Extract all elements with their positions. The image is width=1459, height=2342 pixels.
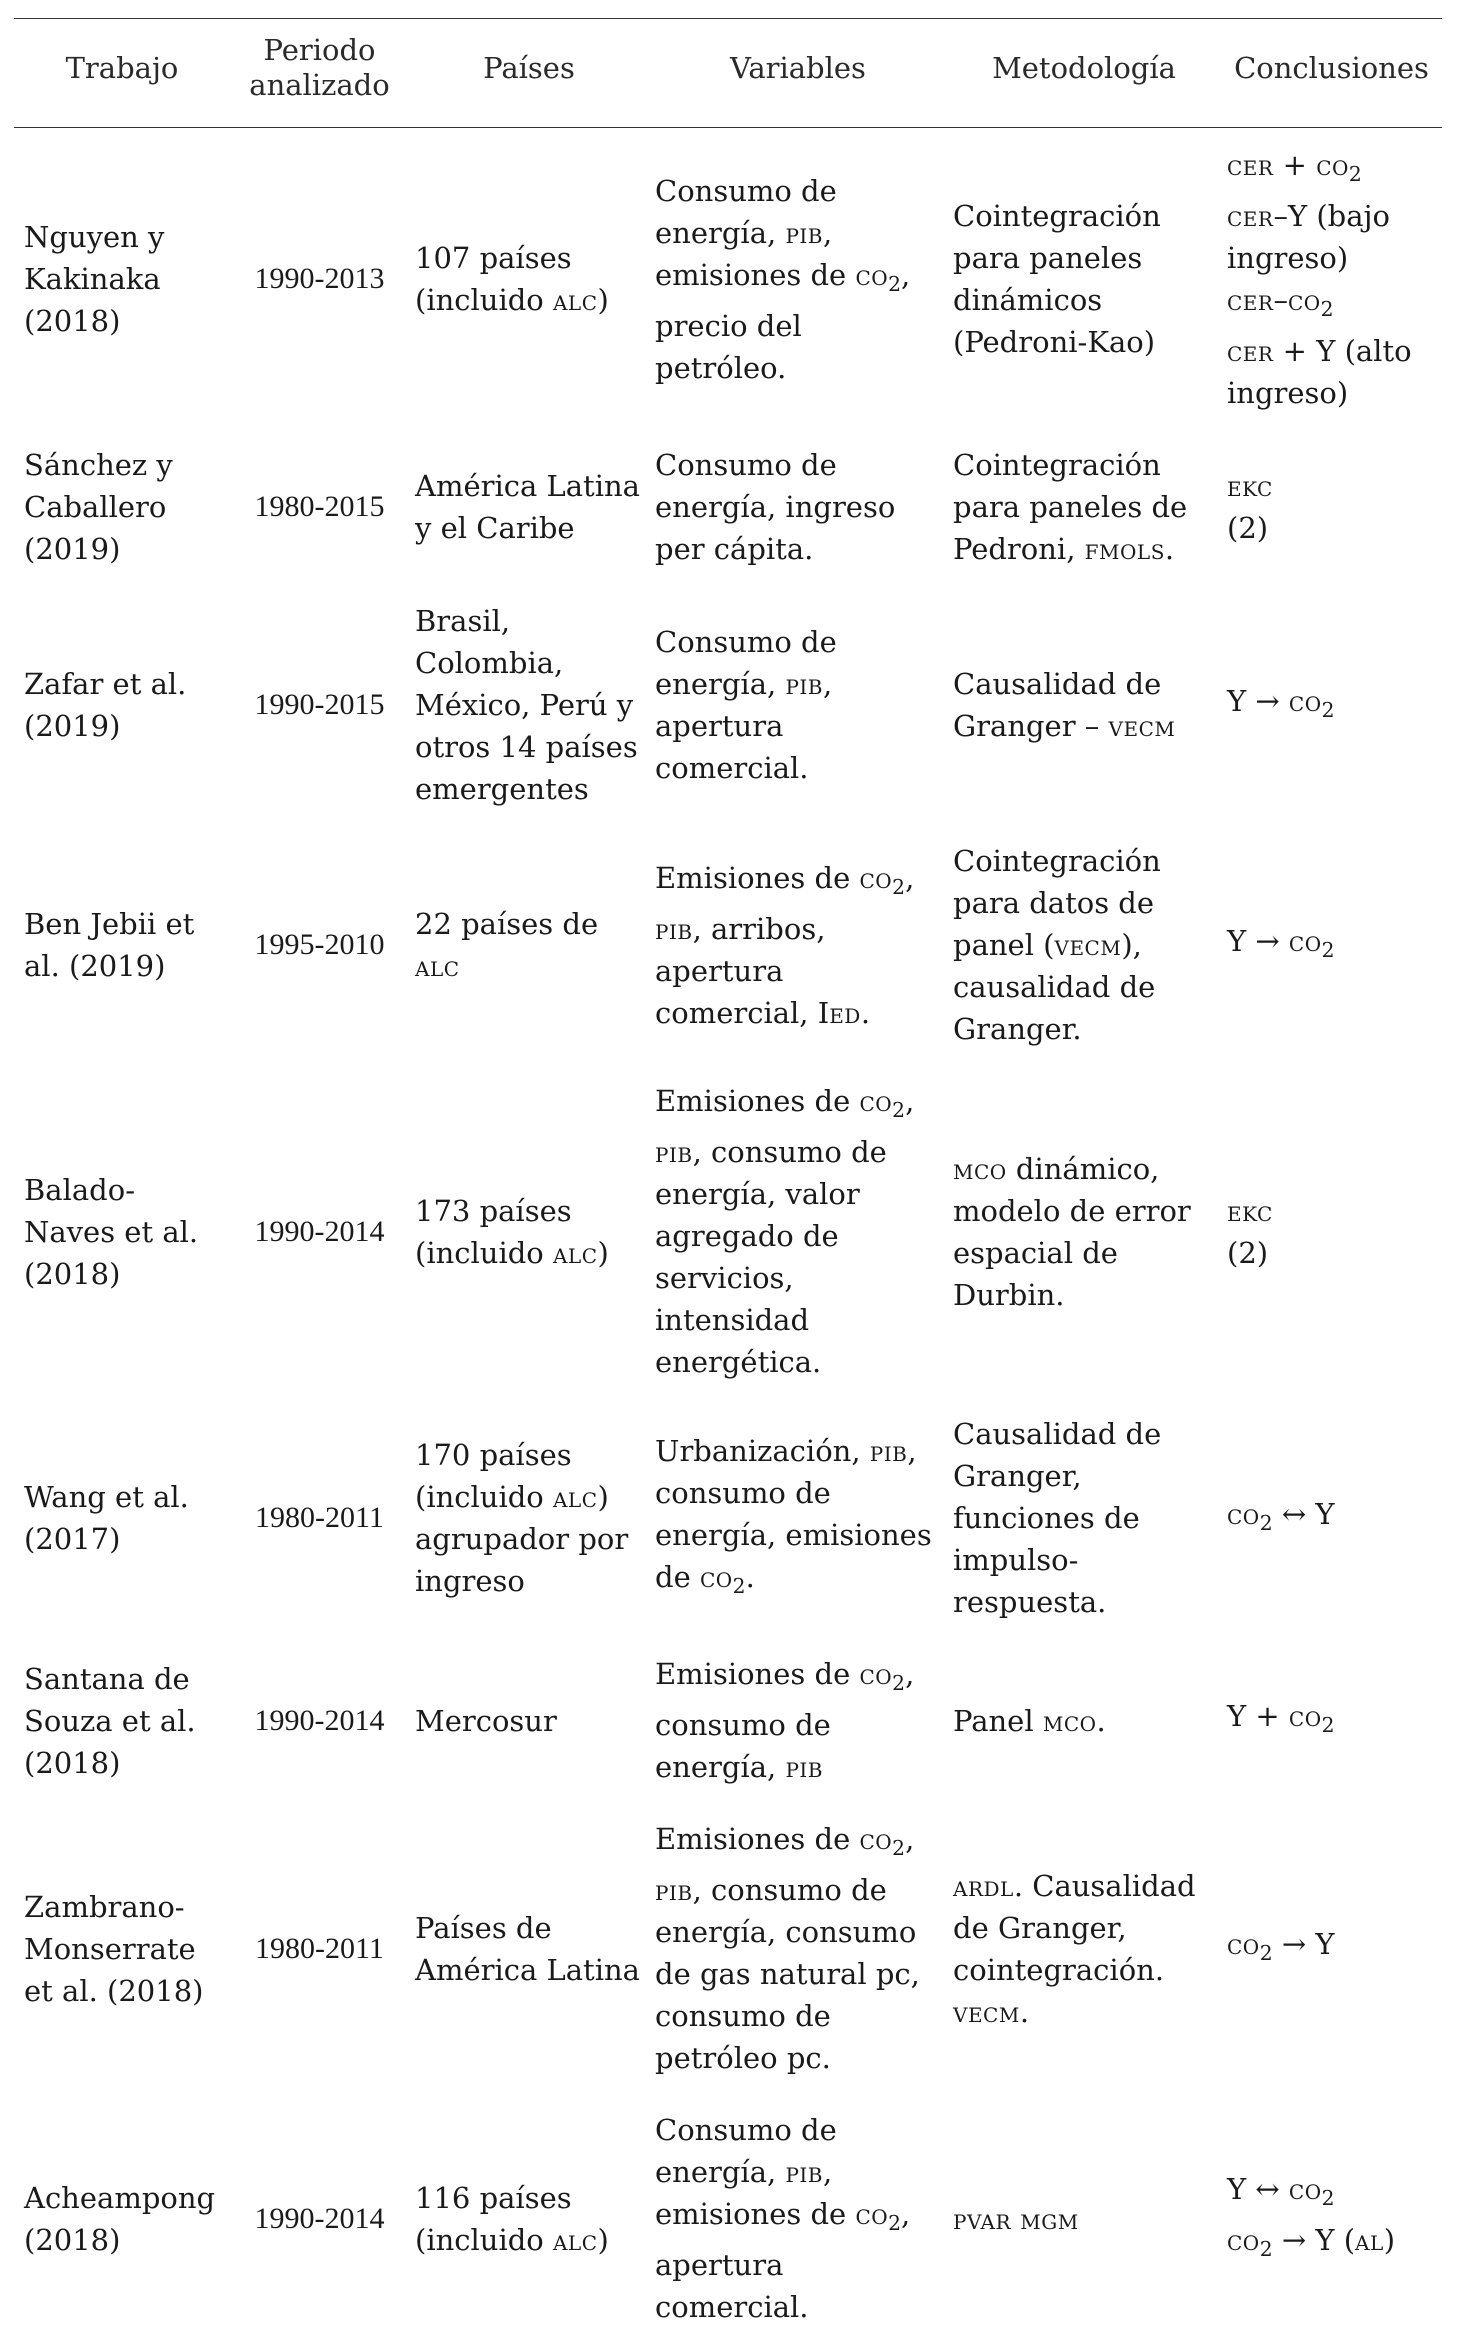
cell-period: 1990-2015 [230, 584, 409, 824]
cell-period: 1995-2010 [230, 824, 409, 1064]
cell-conclusions [1221, 584, 1442, 824]
cell-countries: 170 países (incluido alc) agrupador por ingreso [409, 1397, 649, 1637]
cell-work: Zafar et al. (2019) [14, 584, 230, 824]
cell-work: Ben Jebii et al. (2019) [14, 824, 230, 1064]
conclusion-line: $Y \to co_2$ [1227, 920, 1436, 971]
cell-countries: 107 países (incluido alc) [409, 128, 649, 429]
header-countries: Países [409, 19, 649, 128]
cell-work: Acheampong (2018) [14, 2093, 230, 2342]
cell-countries: Mercosur [409, 1637, 649, 1802]
cell-variables: Emisiones de $co_2$, consumo de energía, pib [649, 1637, 947, 1802]
cell-work: Zambrano-Monserrate et al. (2018) [14, 1802, 230, 2093]
cell-work: Wang et al. (2017) [14, 1397, 230, 1637]
cell-variables: Consumo de energía, pib, emisiones de $co_2$, precio del petróleo. [649, 128, 947, 429]
cell-period: 1990-2014 [230, 2093, 409, 2342]
cell-countries: Países de América Latina [409, 1802, 649, 2093]
table-row [14, 2093, 1442, 2342]
cell-methodology: Cointegración para paneles de Pedroni, fmols. [947, 428, 1221, 584]
cell-variables: Consumo de energía, pib, emisiones de $co_2$, apertura comercial. [649, 2093, 947, 2342]
conclusion-line: cer–Y (bajo ingreso) [1227, 195, 1436, 279]
cell-variables: Consumo de energía, pib, apertura comercial. [649, 584, 947, 824]
literature-table [14, 18, 1442, 2342]
cell-methodology: Causalidad de Granger – vecm [947, 584, 1221, 824]
cell-conclusions [1221, 2093, 1442, 2342]
cell-period: 1990-2014 [230, 1064, 409, 1397]
table-row [14, 1637, 1442, 1802]
cell-methodology: ardl. Causalidad de Granger, cointegración. vecm. [947, 1802, 1221, 2093]
conclusion-line: Y ↔ $co_2$ [1227, 2168, 1436, 2219]
cell-conclusions [1221, 128, 1442, 429]
cell-conclusions [1221, 428, 1442, 584]
header-methodology: Metodología [947, 19, 1221, 128]
table-row [14, 428, 1442, 584]
conclusion-line: cer–$co_2$ [1227, 279, 1436, 330]
cell-methodology: pvar mgm [947, 2093, 1221, 2342]
cell-conclusions [1221, 1637, 1442, 1802]
cell-variables: Consumo de energía, ingreso per cápita. [649, 428, 947, 584]
cell-variables: Emisiones de $co_2$, pib, arribos, apertura comercial, Ied. [649, 824, 947, 1064]
conclusion-line: ekc [1227, 1190, 1436, 1232]
conclusion-line: (2) [1227, 1232, 1436, 1274]
conclusion-line: ekc [1227, 465, 1436, 507]
cell-methodology: Panel mco. [947, 1637, 1221, 1802]
header-work: Trabajo [14, 19, 230, 128]
cell-countries: 173 países (incluido alc) [409, 1064, 649, 1397]
conclusion-line: cer + Y (alto ingreso) [1227, 330, 1436, 414]
table-row [14, 1064, 1442, 1397]
header-conclusions: Conclusiones [1221, 19, 1442, 128]
cell-work: Sánchez y Caballero (2019) [14, 428, 230, 584]
table-row [14, 824, 1442, 1064]
cell-period: 1990-2014 [230, 1637, 409, 1802]
cell-work: Balado-Naves et al. (2018) [14, 1064, 230, 1397]
table-body [14, 128, 1442, 2342]
table-row [14, 128, 1442, 429]
cell-variables: Emisiones de $co_2$, pib, consumo de energía, valor agregado de servicios, intensidad energética. [649, 1064, 947, 1397]
cell-variables: Urbanización, pib, consumo de energía, emisiones de $co_2$. [649, 1397, 947, 1637]
cell-period: 1980-2015 [230, 428, 409, 584]
header-variables: Variables [649, 19, 947, 128]
conclusion-line: cer + $co_2$ [1227, 144, 1436, 195]
cell-conclusions [1221, 1802, 1442, 2093]
cell-variables: Emisiones de $co_2$, pib, consumo de energía, consumo de gas natural pc, consumo de petróleo pc. [649, 1802, 947, 2093]
cell-countries: Brasil, Colombia, México, Perú y otros 14 países emergentes [409, 584, 649, 824]
cell-methodology: Cointegración para datos de panel (vecm), causalidad de Granger. [947, 824, 1221, 1064]
conclusion-line: $Y + co_2$ [1227, 1695, 1436, 1746]
cell-work: Santana de Souza et al. (2018) [14, 1637, 230, 1802]
cell-countries: América Latina y el Caribe [409, 428, 649, 584]
table-row [14, 584, 1442, 824]
cell-methodology: mco dinámico, modelo de error espacial de Durbin. [947, 1064, 1221, 1397]
cell-period: 1980-2011 [230, 1397, 409, 1637]
conclusion-line: $co_2 \to Y$ (al) [1227, 2219, 1436, 2270]
cell-countries: 116 países (incluido alc) [409, 2093, 649, 2342]
conclusion-line: $co_2 \to Y$ [1227, 1923, 1436, 1974]
cell-period: 1980-2011 [230, 1802, 409, 2093]
cell-conclusions [1221, 824, 1442, 1064]
header-row [14, 19, 1442, 128]
table-row [14, 1802, 1442, 2093]
header-period: Periodo analizado [230, 19, 409, 128]
cell-period: 1990-2013 [230, 128, 409, 429]
cell-work: Nguyen y Kakinaka (2018) [14, 128, 230, 429]
conclusion-line: (2) [1227, 507, 1436, 549]
cell-methodology: Causalidad de Granger, funciones de impulso-respuesta. [947, 1397, 1221, 1637]
cell-countries: 22 países de alc [409, 824, 649, 1064]
cell-methodology: Cointegración para paneles dinámicos (Pedroni-Kao) [947, 128, 1221, 429]
cell-conclusions [1221, 1064, 1442, 1397]
conclusion-line: $Y \to co_2$ [1227, 680, 1436, 731]
conclusion-line: $co_2$ ↔ Y [1227, 1493, 1436, 1544]
table-row [14, 1397, 1442, 1637]
cell-conclusions [1221, 1397, 1442, 1637]
